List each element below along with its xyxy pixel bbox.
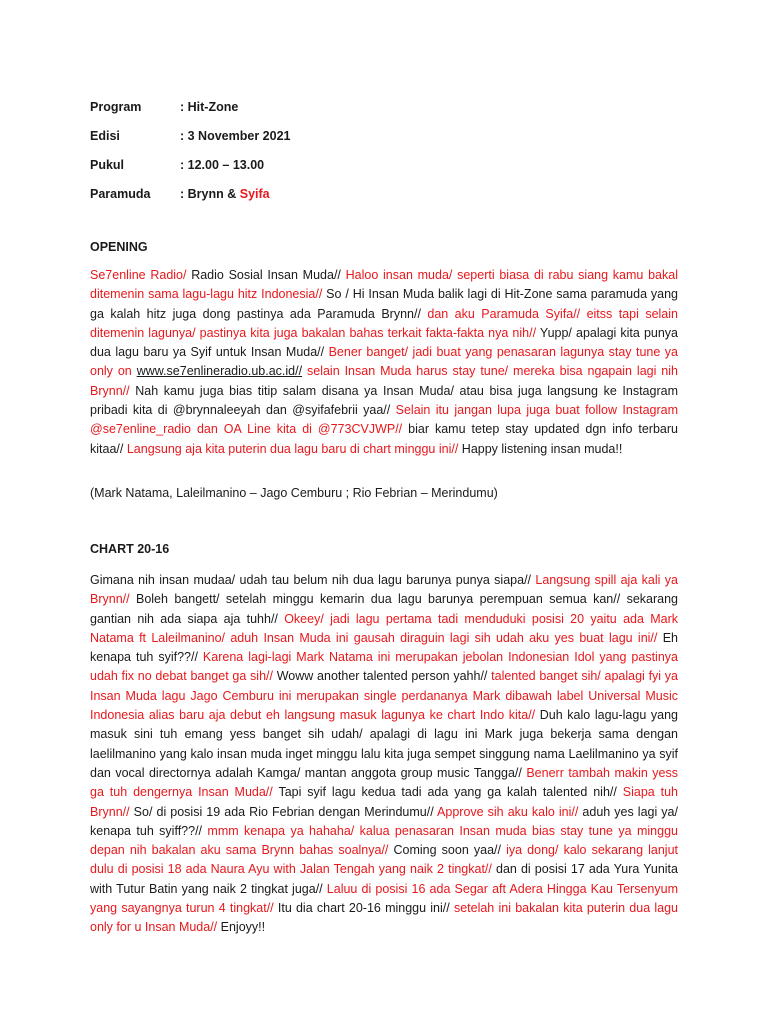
opening-text-segment: Happy listening insan muda!!	[458, 441, 623, 456]
opening-text-segment: Radio Sosial Insan Muda//	[186, 268, 346, 282]
opening-heading: OPENING	[90, 240, 148, 254]
pukul-label: Pukul	[90, 157, 125, 172]
chart-text-segment: Karena lagi-lagi Mark Natama ini merupakan jebolan Indonesian Idol yang pastinya udah fix no debat banget ga sih//	[90, 650, 678, 684]
chart-text-segment: Boleh bangett/ setelah minggu kemarin dua lagu barunya perempuan semua kan// sekarang gantian nih ada siapa aja tuhh//	[90, 592, 678, 626]
chart-text-segment: Okeey/ jadi lagu pertama tadi menduduki posisi 20 yaitu ada Mark Natama ft Laleilmanino/ aduh Insan Muda ini gausah diraguin lagi sih udah aku yes buat lagu ini//	[90, 611, 678, 645]
opening-paragraph	[90, 266, 678, 459]
opening-text-segment: So / Hi Insan Muda balik lagi di Hit-Zone sama paramuda yang ga kalah hitz juga dong pastinya ada Paramuda Brynn//	[90, 287, 679, 321]
paramuda-value-highlight: Syifa	[239, 186, 270, 201]
opening-text-segment: Langsung aja kita puterin dua lagu baru di chart minggu ini//	[123, 441, 459, 456]
chart-text-segment: Siapa tuh Brynn//	[90, 785, 679, 819]
paramuda-row	[90, 179, 290, 208]
chart-text-segment: mmm kenapa ya hahaha/ kalua penasaran Insan muda bias stay tune ya minggu depan nih bakalan aku sama Brynn bahas soalnya//	[90, 823, 678, 858]
chart-text-segment: Enjoyy!!	[217, 920, 266, 935]
paramuda-value	[180, 187, 270, 201]
website-link[interactable]: www.se7enlineradio.ub.ac.id//	[136, 364, 303, 379]
opening-text-segment: Selain itu jangan lupa juga buat follow Instagram @se7enline_radio dan OA Line kita di @773CVJWP//	[90, 403, 678, 437]
chart-text-segment: talented banget sih/ apalagi fyi ya Insan Muda lagu Jago Cemburu ini merupakan single perdananya Mark dibawah label Universal Music Indonesia alias baru aja debut eh langsung masuk lagunya ke chart Indo kita//	[90, 669, 679, 723]
edisi-label: Edisi	[90, 128, 120, 143]
pukul-value: : 12.00 – 13.00	[180, 157, 265, 172]
chart-text-segment: Tapi syif lagu kedua tadi ada yang ga kalah talented nih//	[272, 785, 617, 800]
chart-text-segment: Coming soon yaa//	[388, 843, 501, 858]
chart-text-segment: Laluu di posisi 16 ada Segar aft Adera Hingga Kau Tersenyum yang sayangnya turun 4 tingkat//	[90, 881, 678, 916]
chart-text-segment: Duh kalo lagu-lagu yang masuk sini tuh emang yess banget sih udah/ apalagi di lagu ini Mark juga bekerja sama dengan laelilmanino yang kalo insan muda inget minggu lalu kita juga sempet singgung nama Laelilmanino ya syif dan vocal directornya adalah Kamga/ mantan anggota group music Tangga//	[90, 708, 678, 780]
chart-text-segment: Benerr tambah makin yess ga tuh dengernya Insan Muda//	[90, 765, 678, 800]
paramuda-label: Paramuda	[90, 186, 151, 201]
chart-text-segment: iya dong/ kalo sekarang lanjut dulu di posisi 18 ada Naura Ayu with Jalan Tengah yang naik 2 tingkat//	[90, 843, 679, 877]
songs-note: (Mark Natama, Laleilmanino – Jago Cemburu ; Rio Febrian – Merindumu)	[90, 486, 498, 500]
program-label: Program	[90, 99, 142, 114]
chart-text-segment: Eh kenapa tuh syif??//	[90, 630, 678, 665]
opening-text-segment: Yupp/ apalagi kita punya dua lagu baru ya Syif untuk Insan Muda//	[90, 325, 679, 360]
chart-text-segment: Gimana nih insan mudaa/ udah tau belum nih dua lagu barunya punya siapa//	[90, 573, 532, 587]
chart-text-segment: Approve sih aku kalo ini//	[433, 804, 579, 819]
pukul-row	[90, 150, 290, 179]
chart-paragraph	[90, 571, 678, 938]
chart-text-segment: setelah ini bakalan kita puterin dua lagu only for u Insan Muda//	[90, 901, 678, 935]
opening-text-segment: Nah kamu juga bias titip salam disana ya Insan Muda/ atau bisa juga langsung ke Instagram pribadi kita di @brynnaleeyah dan @syifafebrii yaa//	[90, 383, 678, 418]
chart-text-segment: Woww another talented person yahh//	[272, 669, 488, 684]
program-info	[90, 92, 290, 208]
chart-text-segment: dan di posisi 17 ada Yura Yunita with Tutur Batin yang naik 2 tingkat juga//	[90, 862, 678, 896]
opening-text-segment: Bener banget/ jadi buat yang penasaran lagunya stay tune ya only on	[90, 345, 678, 379]
program-row	[90, 92, 290, 121]
edisi-value: : 3 November 2021	[180, 128, 291, 143]
paramuda-value-prefix: : Brynn &	[180, 186, 240, 201]
opening-text-segment: Haloo insan muda/ seperti biasa di rabu siang kamu bakal ditemenin sama lagu-lagu hitz Indonesia//	[90, 268, 678, 302]
chart-text-segment: Langsung spill aja kali ya Brynn//	[90, 573, 678, 607]
chart-heading: CHART 20-16	[90, 542, 170, 556]
opening-text-segment: biar kamu tetep stay updated dgn info terbaru kitaa//	[90, 422, 678, 456]
chart-text-segment: So/ di posisi 19 ada Rio Febrian dengan Merindumu//	[129, 804, 434, 819]
edisi-row	[90, 121, 290, 150]
chart-text-segment: aduh yes lagi ya/ kenapa tuh syiff??//	[90, 804, 678, 838]
program-value: : Hit-Zone	[180, 99, 239, 114]
opening-text-segment: selain Insan Muda harus stay tune/ mereka bisa ngapain lagi nih Brynn//	[90, 364, 678, 398]
opening-text-segment: Se7enline Radio/	[90, 268, 187, 282]
chart-text-segment: Itu dia chart 20-16 minggu ini//	[273, 901, 450, 916]
opening-text-segment: dan aku Paramuda Syifa// eitss tapi selain ditemenin lagunya/ pastinya kita juga bakalan bahas terkait fakta-fakta nya nih//	[90, 306, 678, 340]
